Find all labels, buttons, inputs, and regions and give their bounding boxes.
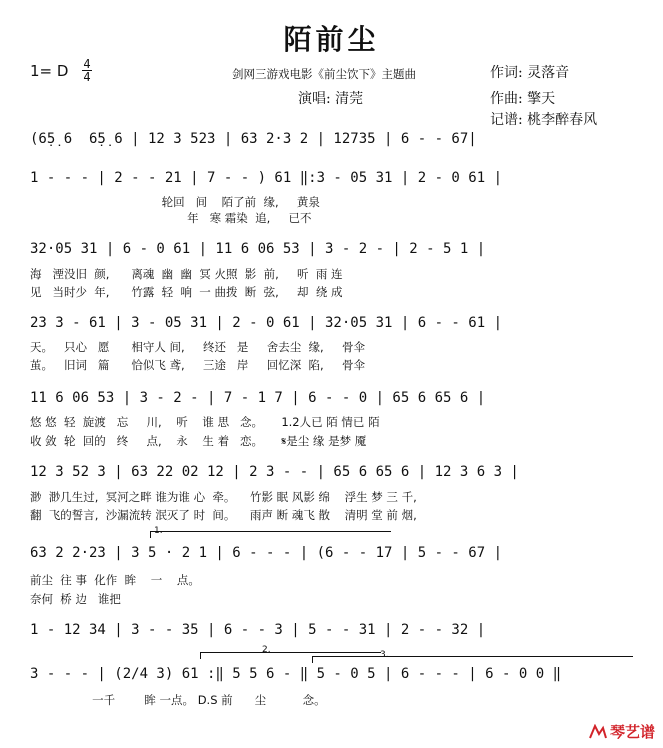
- time-signature-bottom: 4: [83, 70, 91, 84]
- lyrics-row-2-verse-2: 年 寒 霜染 追, 已不: [30, 211, 312, 225]
- score-row-8: 1 - 12 34 | 3 - - 35 | 6 - - 3 | 5 - - 31 | 2 - - 32 |: [30, 622, 486, 638]
- song-title: 陌前尘: [283, 23, 380, 56]
- lyrics-row-3-verse-2: 见 当时少 年, 竹露 轻 响 一 曲拨 断 弦, 却 绕 成: [30, 285, 343, 299]
- score-row-5: 11 6 06 53 | 3 - 2 - | 7 - 1 7 | 6 - - 0 | 65 6 65 6 |: [30, 390, 486, 406]
- lyrics-row-6-verse-2: 翻 飞的誓言, 沙漏流转 泯灭了 时 间。 雨声 断 魂飞 散 清明 堂 前 烟,: [30, 508, 417, 522]
- composer: 作曲: 擎天: [490, 91, 556, 107]
- logo-icon: [589, 724, 607, 740]
- volta-label-3: 3.: [380, 650, 389, 660]
- transcriber: 记谱: 桃李醉春风: [490, 112, 598, 128]
- lyrics-row-5-verse-2: 收 敛 轮 回的 终 点, 永 生 着 恋。 𝄋是尘 缘 是梦 魇: [30, 434, 367, 448]
- lyrics-row-5-verse-1: 悠 悠 轻 旋渡 忘 川, 听 谁 思 念。 1.2人已 陌 情已 陌: [30, 415, 380, 429]
- lyrics-row-4-verse-1: 天。 只心 愿 相守人 间, 终还 是 舍去尘 缘, 骨伞: [30, 340, 365, 354]
- score-row-3: 32·05 31 | 6 - 0 61 | 11 6 06 53 | 3 - 2 - | 2 - 5 1 |: [30, 241, 486, 257]
- time-signature: [81, 58, 93, 83]
- time-signature-top: 4: [83, 57, 91, 71]
- score-row-7: 63 2 2·23 | 3 5 · 2 1 | 6 - - - | (6 - - 17 | 5 - - 67 |: [30, 545, 503, 561]
- score-row-2: 1 - - - | 2 - - 21 | 7 - - ) 61 ‖:3 - 05 31 | 2 - 0 61 |: [30, 170, 503, 186]
- volta-bracket-1: [150, 531, 391, 538]
- lyrics-row-4-verse-2: 茧。 旧词 篇 恰似飞 鸢, 三途 岸 回忆深 陷, 骨伞: [30, 358, 365, 372]
- lyrics-row-6-verse-1: 渺 渺几生过, 冥河之畔 谁为谁 心 牵。 竹影 眠 风影 绵 浮生 梦 三 千,: [30, 490, 417, 504]
- site-logo: [589, 721, 655, 742]
- score-row-6: 12 3 52 3 | 63 22 02 12 | 2 3 - - | 65 6 65 6 | 12 3 6 3 |: [30, 464, 519, 480]
- lyrics-row-2-verse-1: 轮回 间 陌了前 缘, 黄泉: [30, 195, 320, 209]
- volta-label-1: 1.: [154, 526, 163, 536]
- singer: 演唱: 清莞: [298, 91, 364, 107]
- lyrics-row-7-verse-2: 奈何 桥 边 谁把: [30, 592, 121, 606]
- lyrics-row-7-verse-1: 前尘 往 事 化作 眸 一 点。: [30, 573, 200, 587]
- lyrics-row-9-verse-1: 一千 眸 一点。 D.S 前 尘 念。: [30, 693, 326, 707]
- lyricist: 作词: 灵落音: [490, 65, 570, 81]
- score-row-1: (6̣5̣ 6 6̣5̣ 6 | 12 3 523 | 63 2·3 2 | 12735 | 6 - - 67|: [30, 131, 477, 147]
- lyrics-row-3-verse-1: 海 湮没旧 颜, 离魂 幽 幽 冥 火照 影 前, 听 雨 连: [30, 267, 343, 281]
- score-row-4: 23 3 - 61 | 3 - 05 31 | 2 - 0 61 | 32·05 31 | 6 - - 61 |: [30, 315, 503, 331]
- score-row-9: 3 - - - | (2/4 3) 61 :‖ 5 5 6 - ‖ 5 - 0 5 | 6 - - - | 6 - 0 0 ‖: [30, 666, 562, 682]
- key-signature: 1= D: [30, 62, 69, 80]
- volta-label-2: 2.: [262, 645, 271, 655]
- subtitle: 剑网三游戏电影《前尘饮下》主题曲: [232, 67, 416, 81]
- logo-text: 琴艺谱: [609, 723, 655, 741]
- volta-bracket-3: [312, 656, 633, 663]
